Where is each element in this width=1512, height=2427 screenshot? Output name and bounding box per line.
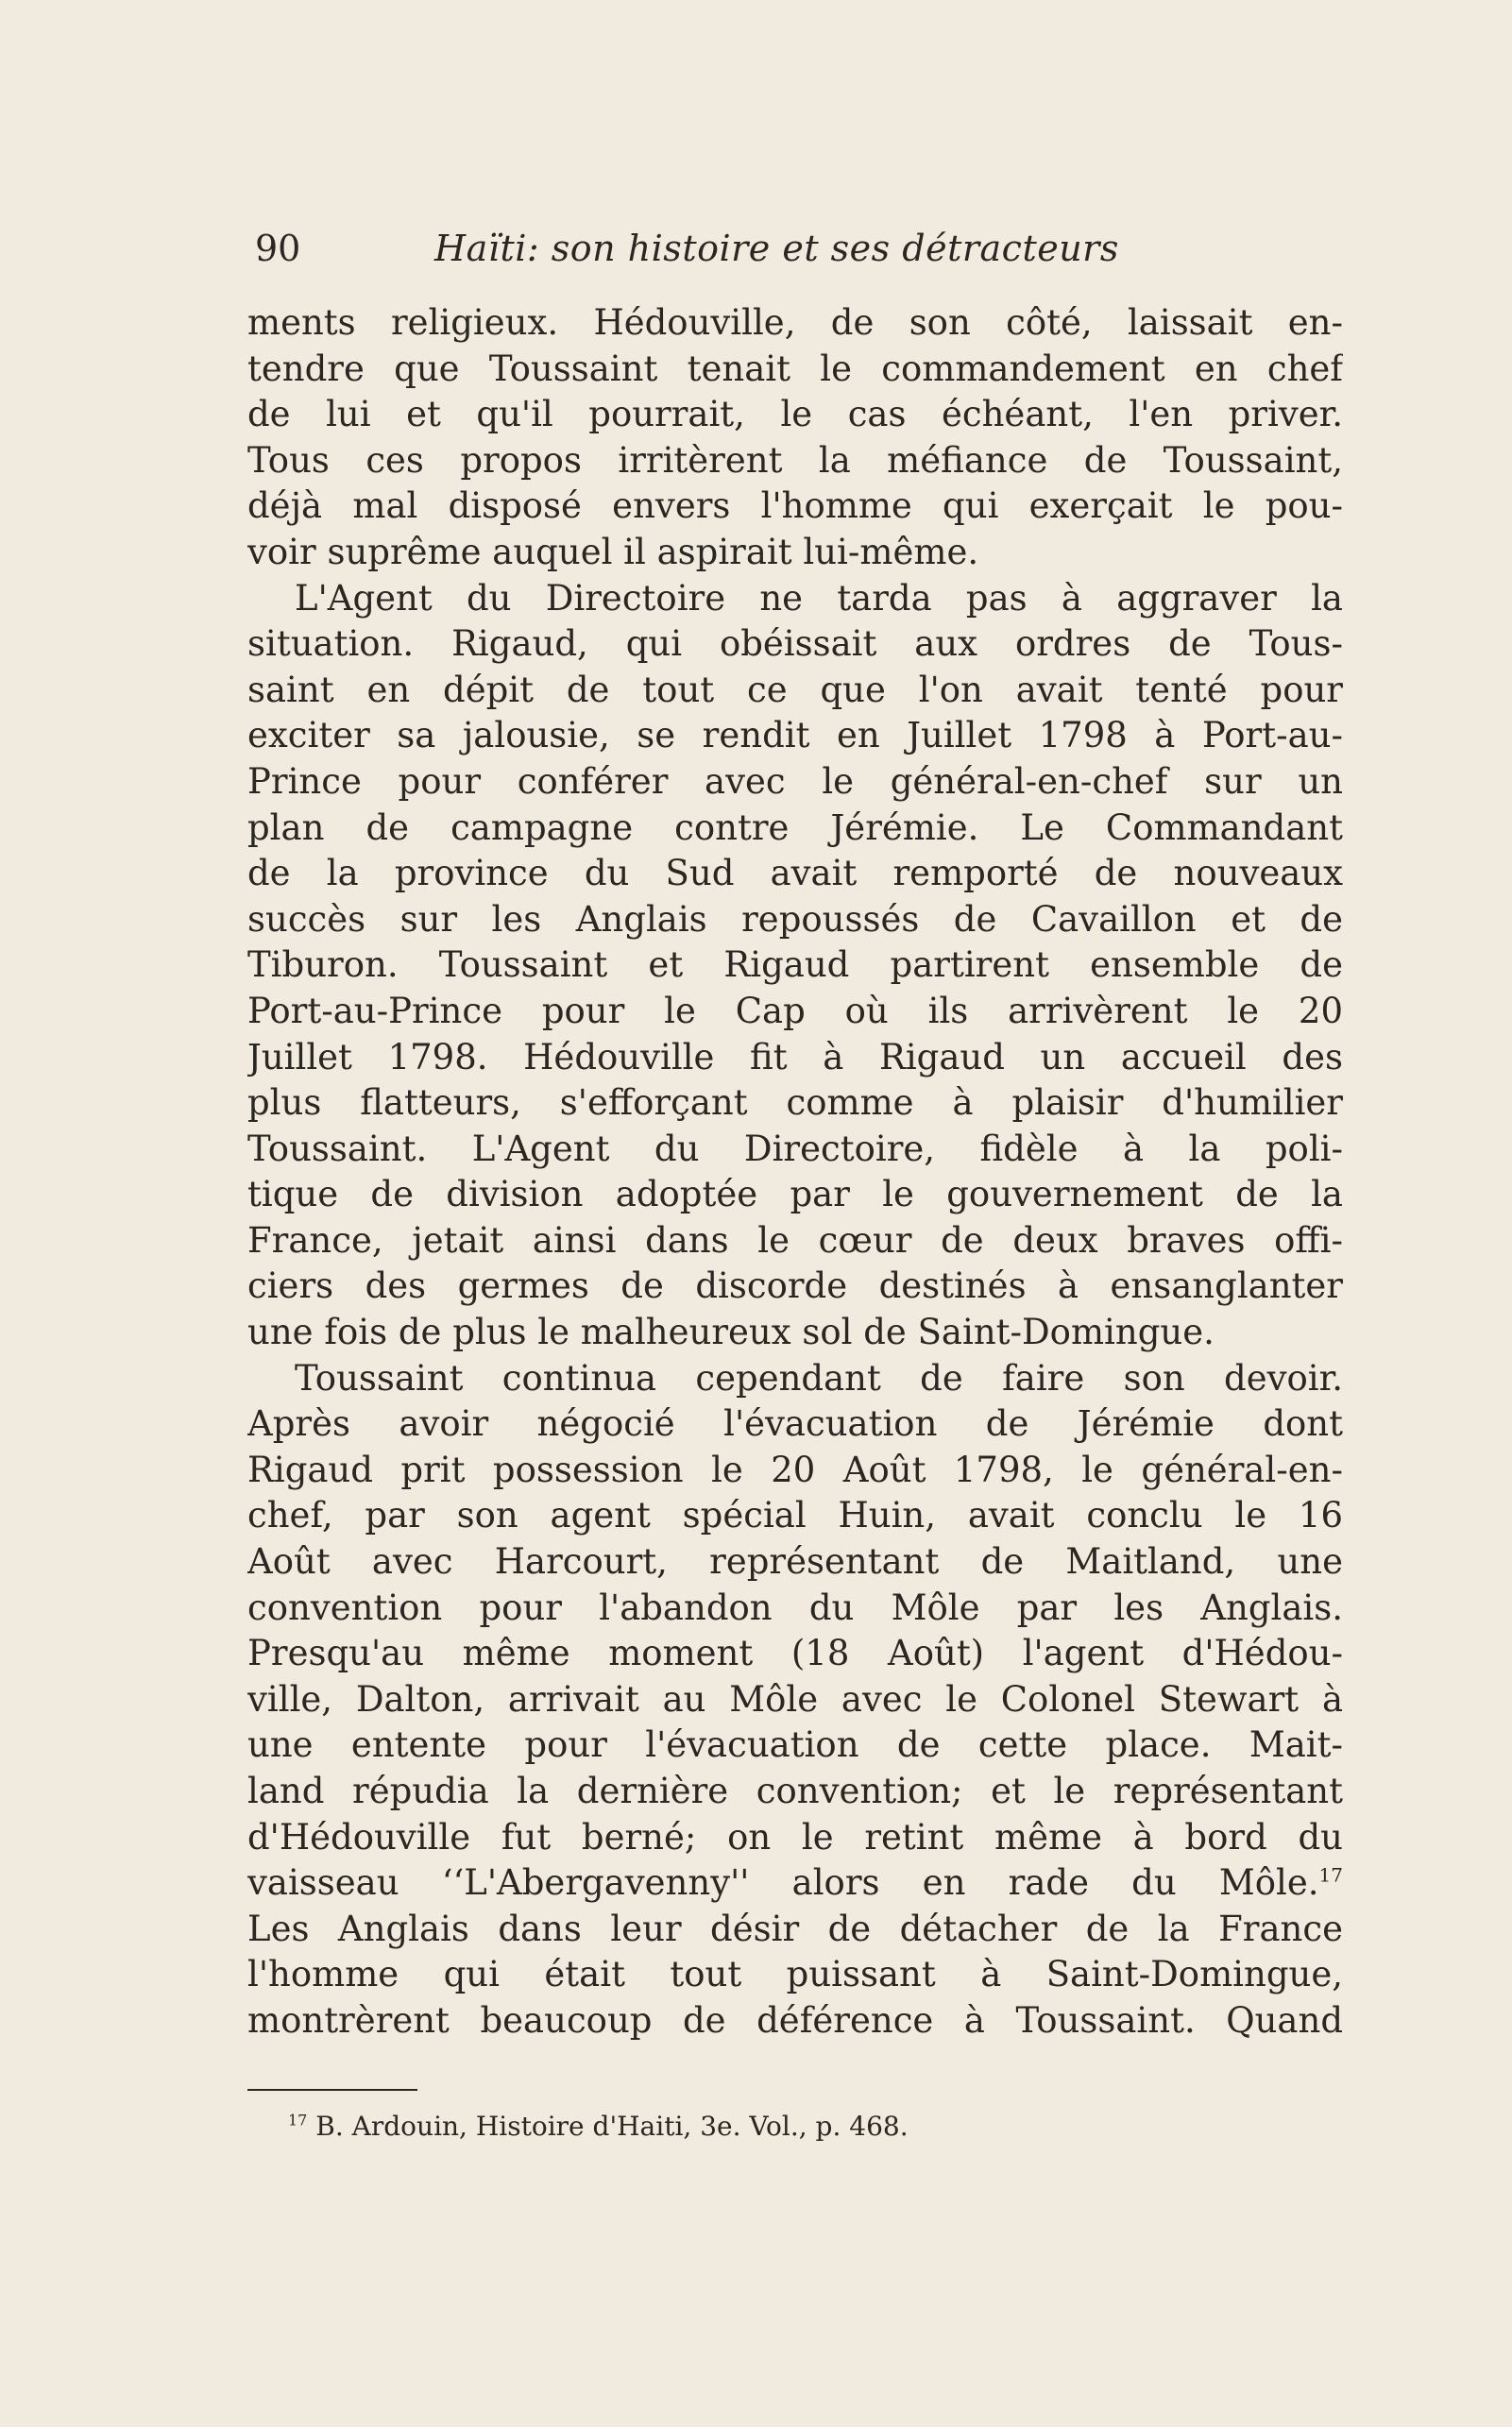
footnote-rule	[247, 2089, 417, 2091]
line-text: situation. Rigaud, qui obéissait aux ordres de Tous-	[247, 623, 1343, 665]
line-text: une entente pour l'évacuation de cette place. Mait-	[247, 1724, 1343, 1766]
text-line	[247, 989, 1343, 1035]
line-text: plus flatteurs, s'efforçant comme à plaisir d'humilier	[247, 1082, 1343, 1124]
line-text: Toussaint continua cependant de faire son devoir.	[295, 1357, 1343, 1399]
text-line	[247, 942, 1343, 989]
text-line	[247, 530, 1343, 576]
footnote	[288, 2108, 1232, 2146]
page-number: 90	[255, 228, 301, 269]
line-text: chef, par son agent spécial Huin, avait conclu le 16	[247, 1495, 1343, 1536]
line-text: Juillet 1798. Hédouville fit à Rigaud un accueil des	[247, 1036, 1343, 1078]
line-text: tendre que Toussaint tenait le commandement en chef	[247, 348, 1343, 389]
text-line	[247, 392, 1343, 438]
line-text: convention pour l'abandon du Môle par les Anglais.	[247, 1587, 1343, 1628]
text-line	[247, 1035, 1343, 1081]
text-line	[247, 851, 1343, 897]
text-line	[247, 1264, 1343, 1310]
text-line	[247, 1723, 1343, 1769]
line-text: l'homme qui était tout puissant à Saint-Domingue,	[247, 1954, 1343, 1995]
text-line	[247, 1401, 1343, 1448]
body-text	[247, 300, 1343, 2045]
line-text: L'Agent du Directoire ne tarda pas à aggraver la	[295, 577, 1343, 619]
line-text: saint en dépit de tout ce que l'on avait tenté pour	[247, 669, 1343, 710]
text-line	[247, 1998, 1343, 2045]
line-text: land répudia la dernière convention; et le représentant	[247, 1771, 1343, 1811]
text-line	[247, 1677, 1343, 1723]
line-text: exciter sa jalousie, se rendit en Juillet 1798 à Port-au-	[247, 715, 1343, 756]
line-text: tique de division adoptée par le gouvernement de la	[247, 1174, 1343, 1215]
text-line	[247, 1310, 1343, 1356]
text-line	[247, 1356, 1343, 1402]
line-text: de lui et qu'il pourrait, le cas échéant, l'en priver.	[247, 394, 1343, 435]
text-line	[247, 1172, 1343, 1218]
line-text: plan de campagne contre Jérémie. Le Commandant	[247, 806, 1343, 848]
line-text: Après avoir négocié l'évacuation de Jérémie dont	[247, 1403, 1343, 1445]
text-line	[247, 713, 1343, 759]
text-line	[247, 347, 1343, 393]
line-text: ville, Dalton, arrivait au Môle avec le Colonel Stewart à	[247, 1678, 1343, 1720]
text-line	[247, 438, 1343, 484]
line-text: Tiburon. Toussaint et Rigaud partirent ensemble de	[247, 944, 1343, 986]
text-line	[247, 1493, 1343, 1539]
running-title: Haïti: son histoire et ses détracteurs	[434, 228, 1119, 269]
line-text: montrèrent beaucoup de déférence à Toussaint. Quand	[247, 1999, 1343, 2041]
text-line	[247, 621, 1343, 668]
line-text: ments religieux. Hédouville, de son côté, laissait en-	[247, 302, 1343, 343]
text-line	[247, 806, 1343, 852]
line-text: Tous ces propos irritèrent la méfiance de Toussaint,	[247, 439, 1343, 481]
text-line	[247, 1907, 1343, 1953]
text-line	[247, 759, 1343, 806]
text-line	[247, 1952, 1343, 1998]
line-text: Toussaint. L'Agent du Directoire, fidèle à la poli-	[247, 1128, 1343, 1169]
text-line	[247, 1815, 1343, 1861]
text-line	[247, 484, 1343, 530]
text-line	[247, 576, 1343, 622]
text-line	[247, 668, 1343, 714]
footnote-reference: 17	[1318, 1863, 1343, 1887]
text-line	[247, 1769, 1343, 1815]
text-line	[247, 897, 1343, 943]
text-line	[247, 300, 1343, 347]
page-header	[255, 220, 1199, 277]
line-text: une fois de plus le malheureux sol de Saint-Domingue.	[247, 1312, 1215, 1353]
line-text: Port-au-Prince pour le Cap où ils arrivèrent le 20	[247, 990, 1343, 1031]
footnote-text: B. Ardouin, Histoire d'Haiti, 3e. Vol., p. 468.	[315, 2111, 909, 2142]
line-text: ciers des germes de discorde destinés à ensanglanter	[247, 1265, 1343, 1307]
text-line	[247, 1218, 1343, 1264]
text-line	[247, 1631, 1343, 1677]
line-text: voir suprême auquel il aspirait lui-même.	[247, 531, 979, 572]
text-line	[247, 1586, 1343, 1632]
text-line	[247, 1080, 1343, 1127]
line-text: Prince pour conférer avec le général-en-chef sur un	[247, 760, 1343, 802]
line-text: Août avec Harcourt, représentant de Maitland, une	[247, 1541, 1343, 1583]
text-line	[247, 1127, 1343, 1173]
line-text: Les Anglais dans leur désir de détacher de la France	[247, 1908, 1343, 1949]
text-line	[247, 1539, 1343, 1586]
line-text: Rigaud prit possession le 20 Août 1798, le général-en-	[247, 1449, 1343, 1490]
line-text: d'Hédouville fut berné; on le retint même à bord du	[247, 1816, 1343, 1858]
line-text: Presqu'au même moment (18 Août) l'agent d'Hédou-	[247, 1633, 1343, 1674]
text-line	[247, 1448, 1343, 1494]
line-text: déjà mal disposé envers l'homme qui exerçait le pou-	[247, 485, 1343, 527]
text-line	[247, 1860, 1343, 1907]
line-text: vaisseau ‘‘L'Abergavenny'' alors en rade du Môle.	[247, 1862, 1319, 1904]
line-text: France, jetait ainsi dans le cœur de deux braves offi-	[247, 1219, 1343, 1261]
line-text: succès sur les Anglais repoussés de Cavaillon et de	[247, 898, 1343, 940]
footnote-marker: 17	[288, 2111, 308, 2130]
line-text: de la province du Sud avait remporté de nouveaux	[247, 853, 1343, 894]
